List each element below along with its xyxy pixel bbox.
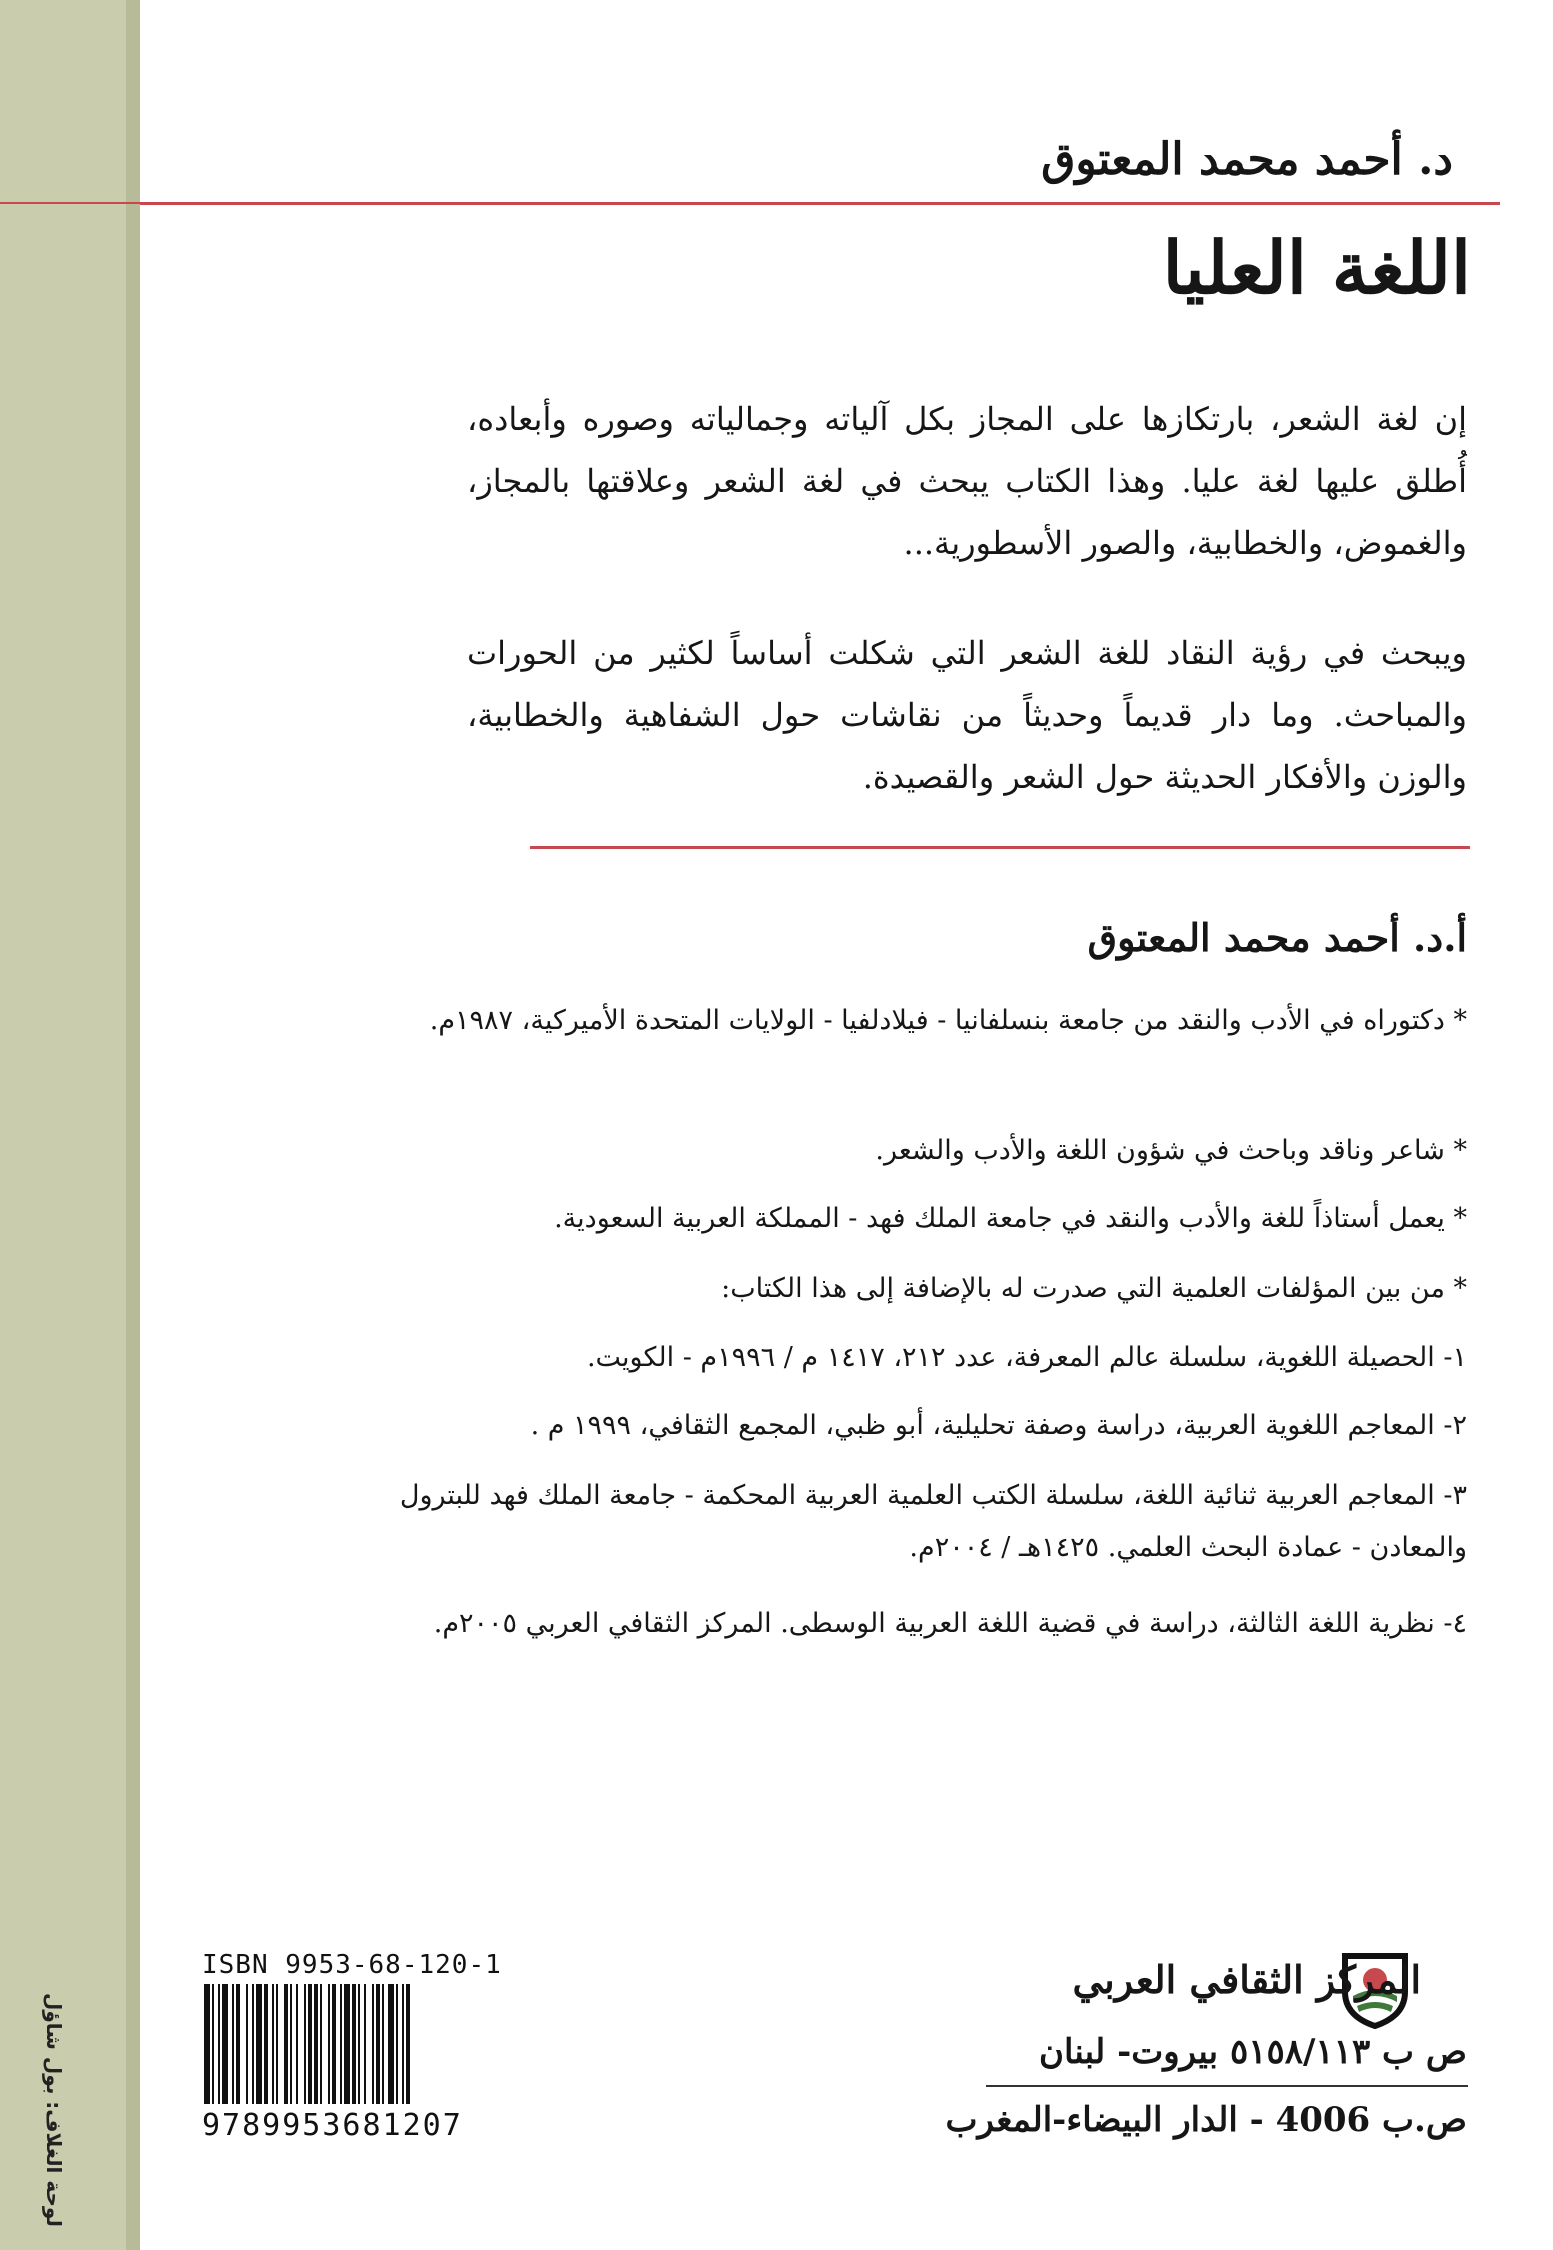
works-list-item: ٤- نظرية اللغة الثالثة، دراسة في قضية اللغة العربية الوسطى. المركز الثقافي العربي ٢٠٠٥م. [433,1608,1467,1639]
publisher-rule [986,2085,1468,2087]
works-list-item: ٣- المعاجم العربية ثنائية اللغة، سلسلة الكتب العلمية العربية المحكمة - جامعة الملك فهد للبترول والمعادن - عمادة البحث العلمي. ١٤٢٥هـ / ٢٠٠٤م. [399,1480,1467,1563]
bio-item: * دكتوراه في الأدب والنقد من جامعة بنسلفانيا - فيلادلفيا - الولايات المتحدة الأميركية، ١٩٨٧م. [429,1005,1467,1036]
author-bio-name: أ.د. أحمد محمد المعتوق [1087,915,1467,960]
book-title: اللغة العليا [1162,225,1471,310]
author-name-header: د. أحمد محمد المعتوق [1041,134,1453,185]
bio-item: * من بين المؤلفات العلمية التي صدرت له بالإضافة إلى هذا الكتاب: [721,1273,1467,1304]
back-cover [140,0,1553,2250]
barcode-icon [202,1984,492,2104]
header-rule [140,202,1500,205]
spine-accent-line [0,202,140,204]
bio-item: * يعمل أستاذاً للغة والأدب والنقد في جامعة الملك فهد - المملكة العربية السعودية. [554,1203,1467,1234]
description-paragraph: إن لغة الشعر، بارتكازها على المجاز بكل آلياته وجمالياته وصوره وأبعاده، أُطلق عليها لغة عليا. وهذا الكتاب يبحث في لغة الشعر وعلاقتها بالمجاز، والغموض، والخطابية، والصور الأسطورية... [467,400,1467,562]
isbn-label: ISBN 9953-68-120-1 [202,1950,502,1980]
works-list-item: ١- الحصيلة اللغوية، سلسلة عالم المعرفة، عدد ٢١٢، ١٤١٧ م / ١٩٩٦م - الكويت. [586,1342,1467,1373]
spine-stripe [0,0,140,2250]
publisher-address-casablanca: ص.ب 4006 - الدار البيضاء-المغرب [945,2100,1467,2140]
publisher-name: المركز الثقافي العربي [1072,1957,1421,2002]
spine-edge [126,0,140,2250]
publisher-address-beirut: ص ب ٥١٥٨/١١٣ بيروت- لبنان [1039,2032,1467,2072]
section-divider [530,846,1470,849]
bio-item: * شاعر وناقد وباحث في شؤون اللغة والأدب والشعر. [875,1135,1467,1166]
works-list-item: ٢- المعاجم اللغوية العربية، دراسة وصفة تحليلية، أبو ظبي، المجمع الثقافي، ١٩٩٩ م . [530,1410,1467,1441]
description-paragraph: ويبحث في رؤية النقاد للغة الشعر التي شكلت أساساً لكثير من الحورات والمباحث. وما دار قديماً وحديثاً من نقاشات حول الشفاهية والخطابية، والوزن والأفكار الحديثة حول الشعر والقصيدة. [467,634,1468,796]
isbn-block [202,1950,502,2143]
barcode-number: 9789953681207 [202,2108,463,2143]
cover-art-credit: لوحة الغلاف: بول شاؤل [42,1993,66,2227]
